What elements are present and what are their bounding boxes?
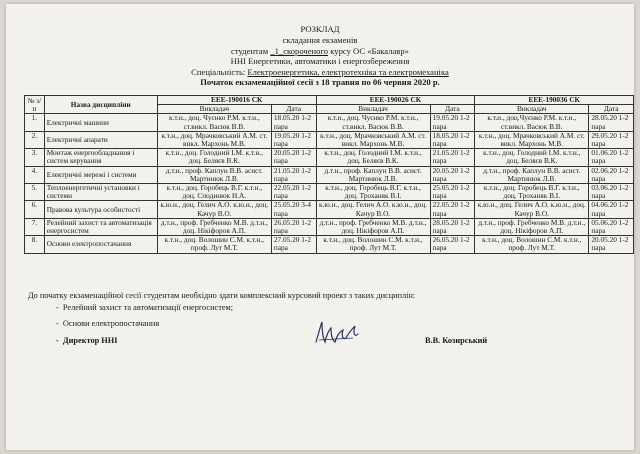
- row-number: 7.: [25, 218, 45, 235]
- lecturer-cell: к.т.н., доц. Чуєнко Р.М. к.т.н., ст.викл. Васюк В.В.: [157, 114, 271, 131]
- exam-date-cell: 28.05.20 1-2 пара: [430, 218, 475, 235]
- lecturer-cell: д.т.н., проф. Каплун В.В. асист. Мартинюк Л.В.: [316, 166, 430, 183]
- row-number: 2.: [25, 131, 45, 148]
- lecturer-cell: д.т.н., проф. Каплун В.В. асист. Мартинюк Л.В.: [157, 166, 271, 183]
- institute-line: ННІ Енергетики, автоматики і енергозбереження: [230, 56, 410, 66]
- row-number: 5.: [25, 184, 45, 201]
- exam-schedule-table: [24, 95, 634, 254]
- col-lecturer-header: Викладач: [316, 105, 430, 114]
- director-signature: [313, 318, 361, 348]
- director-label: - Директор ННІ: [56, 336, 118, 345]
- row-number: 6.: [25, 201, 45, 218]
- exam-date-cell: 25.05.20 3-4 пара: [271, 201, 316, 218]
- exam-date-cell: 19.05.20 1-2 пара: [271, 131, 316, 148]
- exam-date-cell: 18.05.20 1-2 пара: [271, 114, 316, 131]
- group-header: ЕЕЕ-190036 СК: [475, 96, 634, 105]
- session-start: Початок екзаменаційної сесії з 18 травня по 06 червня 2020 р.: [200, 77, 440, 87]
- subject-name: Основи електропостачання: [44, 236, 157, 253]
- exam-date-cell: 18.05.20 1-2 пара: [430, 131, 475, 148]
- lecturer-cell: к.т.н., доц. Горобець В.Г. к.т.н., доц. Троханяк В.І.: [316, 184, 430, 201]
- exam-date-cell: 21.05.20 1-2 пара: [271, 166, 316, 183]
- exam-date-cell: 19.05.20 1-2 пара: [430, 114, 475, 131]
- lecturer-cell: к.т.н., доц. Волошин С.М. к.т.н., проф. Лут М.Т.: [157, 236, 271, 253]
- table-row: [25, 201, 634, 218]
- subject-name: Електричні машини: [44, 114, 157, 131]
- coursework-item: - Основи електропостачання: [56, 319, 160, 328]
- exam-date-cell: 25.05.20 1-2 пара: [430, 184, 475, 201]
- lecturer-cell: к.ю.н., доц. Гелич А.О. к.ю.н., доц. Качур В.О.: [475, 201, 589, 218]
- exam-date-cell: 03.06.20 1-2 пара: [589, 184, 634, 201]
- lecturer-cell: д.т.н., проф. Гребченко М.В. д.т.н., доц. Нікіфоров А.П.: [316, 218, 430, 235]
- exam-date-cell: 21.05.20 1-2 пара: [430, 149, 475, 166]
- subject-name: Правова культура особистості: [44, 201, 157, 218]
- coursework-item: - Релейний захист та автоматизації енергосистем;: [56, 303, 234, 312]
- row-number: 4.: [25, 166, 45, 183]
- table-row: [25, 218, 634, 235]
- exam-date-cell: 04.06.20 1-2 пара: [589, 201, 634, 218]
- doc-title: РОЗКЛАД: [300, 24, 340, 34]
- table-row: [25, 184, 634, 201]
- lecturer-cell: к.т.н., доц. Волошин С.М. к.т.н., проф. Лут М.Т.: [475, 236, 589, 253]
- lecturer-cell: к.т.н., доц.Чуєнко Р.М. к.т.н., ст.викл. Васюк В.В.: [475, 114, 589, 131]
- col-num-header: № з/п: [25, 96, 45, 114]
- exam-date-cell: 28.05.20 1-2 пара: [589, 114, 634, 131]
- subject-name: Теплоенергетичні установки і системи: [44, 184, 157, 201]
- exam-date-cell: 05.06.20 1-2 пара: [589, 218, 634, 235]
- exam-date-cell: 26.05.20 1-2 пара: [430, 236, 475, 253]
- lecturer-cell: к.т.н., доц. Голодний І.М. к.т.н., доц. Беляєв В.К.: [316, 149, 430, 166]
- lecturer-cell: к.ю.н., доц. Гелич А.О. к.ю.н., доц. Качур В.О.: [157, 201, 271, 218]
- table-row: [25, 166, 634, 183]
- table-row: [25, 236, 634, 253]
- exam-date-cell: 20.05.20 1-2 пара: [430, 166, 475, 183]
- lecturer-cell: к.т.н., доц. Горобець В.Г. к.т.н., доц. Троханяк В.І.: [475, 184, 589, 201]
- lecturer-cell: к.т.н., доц. Голодний І.М. к.т.н., доц. Беляєв В.К.: [475, 149, 589, 166]
- exam-date-cell: 27.05.20 1-2 пара: [271, 236, 316, 253]
- col-lecturer-header: Викладач: [157, 105, 271, 114]
- exam-date-cell: 22.05.20 1-2 пара: [271, 184, 316, 201]
- subject-name: Релейний захист та автоматизація енергосистем: [44, 218, 157, 235]
- table-row: [25, 114, 634, 131]
- exam-date-cell: 29.05.20 1-2 пара: [589, 131, 634, 148]
- audience-line: студентам _1_скороченого курсу ОС «Бакалавр»: [231, 46, 409, 56]
- row-number: 1.: [25, 114, 45, 131]
- coursework-note: До початку екзаменаційної сесії студентам необхідно здати комплексний курсовий проект з таких дисциплін:: [28, 291, 416, 300]
- row-number: 3.: [25, 149, 45, 166]
- exam-date-cell: 26.05.20 1-2 пара: [271, 218, 316, 235]
- subject-name: Монтаж енергообладнання і систем керування: [44, 149, 157, 166]
- col-date-header: Дата: [271, 105, 316, 114]
- row-number: 8.: [25, 236, 45, 253]
- table-row: [25, 149, 634, 166]
- group-header: ЕЕЕ-190016 СК: [157, 96, 316, 105]
- subject-name: Електричні мережі і системи: [44, 166, 157, 183]
- exam-date-cell: 22.05.20 1-2 пара: [430, 201, 475, 218]
- lecturer-cell: к.т.н., доц. Горобець В.Г. к.т.н., доц. Сподинюк Н.А.: [157, 184, 271, 201]
- exam-date-cell: 20.05.20 1-2 пара: [589, 236, 634, 253]
- group-header: ЕЕЕ-190026 СК: [316, 96, 475, 105]
- lecturer-cell: к.т.н., доц. Чуєнко Р.М. к.т.н., ст.викл. Васюк В.В.: [316, 114, 430, 131]
- subject-name: Електричні апарати: [44, 131, 157, 148]
- col-subject-header: Назва дисципліни: [44, 96, 157, 114]
- doc-subtitle: складання екзаменів: [282, 35, 358, 45]
- exam-date-cell: 02.06.20 1-2 пара: [589, 166, 634, 183]
- director-name: В.В. Козирський: [425, 336, 488, 345]
- lecturer-cell: д.т.н., проф. Гребченко М.В. д.т.н., доц. Нікіфоров А.П.: [475, 218, 589, 235]
- col-date-header: Дата: [430, 105, 475, 114]
- lecturer-cell: к.ю.н., доц. Гелич А.О. к.ю.н., доц. Качур В.О.: [316, 201, 430, 218]
- lecturer-cell: к.т.н., доц. Мрачковський А.М. ст. викл. Мархонь М.В.: [475, 131, 589, 148]
- lecturer-cell: д.т.н., проф. Гребченко М.В. д.т.н., доц. Нікіфоров А.П.: [157, 218, 271, 235]
- lecturer-cell: к.т.н., доц. Голодний І.М. к.т.н., доц. Беляєв В.К.: [157, 149, 271, 166]
- col-date-header: Дата: [589, 105, 634, 114]
- col-lecturer-header: Викладач: [475, 105, 589, 114]
- table-row: [25, 131, 634, 148]
- specialty-line: Спеціальність: Електроенергетика, електротехніка та електромеханіка: [191, 67, 449, 77]
- exam-date-cell: 01.06.20 1-2 пара: [589, 149, 634, 166]
- lecturer-cell: к.т.н., доц. Волошин С.М. к.т.н., проф. Лут М.Т.: [316, 236, 430, 253]
- lecturer-cell: д.т.н., проф. Каплун В.В. асист. Мартинюк Л.В.: [475, 166, 589, 183]
- lecturer-cell: к.т.н., доц. Мрачковський А.М. ст. викл. Мархонь М.В.: [157, 131, 271, 148]
- exam-date-cell: 20.05.20 1-2 пара: [271, 149, 316, 166]
- lecturer-cell: к.т.н., доц. Мрачковський А.М. ст. викл. Мархонь М.В.: [316, 131, 430, 148]
